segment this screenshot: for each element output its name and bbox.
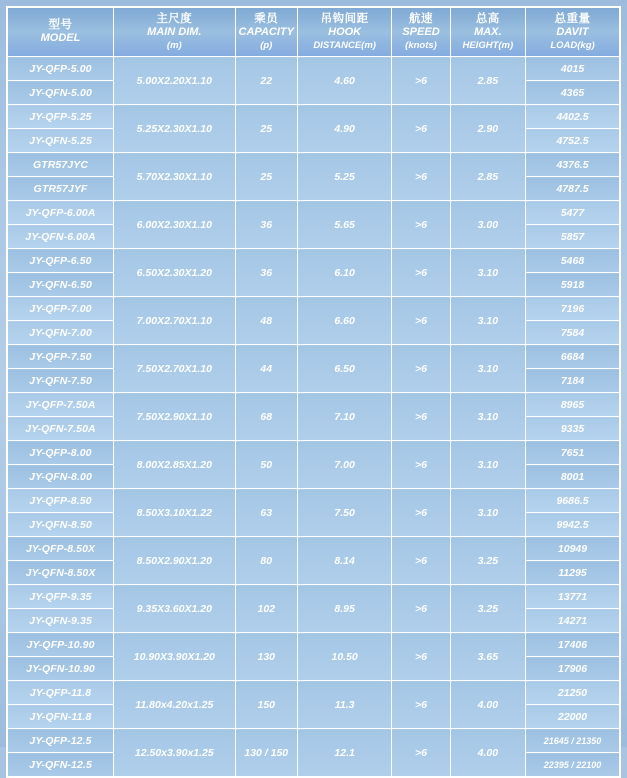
- cell-hook-distance: 7.00: [297, 441, 391, 489]
- cell-davit-load: 5918: [526, 273, 621, 297]
- cell-speed: >6: [392, 249, 450, 297]
- cell-max-height: 3.00: [450, 201, 525, 249]
- cell-max-height: 3.10: [450, 297, 525, 345]
- cell-hook-distance: 4.90: [297, 105, 391, 153]
- column-header-6: [526, 7, 621, 57]
- column-header-en: DAVIT: [556, 26, 589, 39]
- cell-speed: >6: [392, 441, 450, 489]
- cell-main-dim: 6.00X2.30X1.10: [114, 201, 236, 249]
- cell-model: JY-QFP-7.50A: [7, 393, 114, 417]
- cell-davit-load: 8965: [526, 393, 621, 417]
- column-header-cn: 总重量: [554, 13, 591, 25]
- cell-hook-distance: 10.50: [297, 633, 391, 681]
- column-header-cn: 乘员: [254, 13, 279, 25]
- cell-model: JY-QFP-7.50: [7, 345, 114, 369]
- table-row: [7, 489, 620, 513]
- column-header-unit: (m): [166, 40, 182, 52]
- cell-model: JY-QFN-11.8: [7, 705, 114, 729]
- cell-davit-load: 13771: [526, 585, 621, 609]
- cell-model: JY-QFN-7.50: [7, 369, 114, 393]
- cell-max-height: 2.90: [450, 105, 525, 153]
- cell-model: JY-QFP-6.00A: [7, 201, 114, 225]
- header-row: [7, 7, 620, 57]
- cell-speed: >6: [392, 633, 450, 681]
- cell-model: JY-QFP-6.50: [7, 249, 114, 273]
- column-header-4: [392, 7, 450, 57]
- cell-main-dim: 7.50X2.90X1.10: [114, 393, 236, 441]
- cell-capacity: 130 / 150: [235, 729, 297, 778]
- cell-capacity: 25: [235, 105, 297, 153]
- cell-speed: >6: [392, 681, 450, 729]
- column-header-unit: (knots): [405, 40, 437, 52]
- cell-davit-load: 7184: [526, 369, 621, 393]
- cell-max-height: 3.25: [450, 537, 525, 585]
- cell-model: JY-QFP-8.50: [7, 489, 114, 513]
- cell-speed: >6: [392, 729, 450, 778]
- column-header-cn: 总高: [475, 13, 500, 25]
- cell-model: JY-QFN-9.35: [7, 609, 114, 633]
- cell-model: JY-QFN-6.00A: [7, 225, 114, 249]
- column-header-1: [114, 7, 236, 57]
- cell-capacity: 44: [235, 345, 297, 393]
- cell-capacity: 63: [235, 489, 297, 537]
- cell-model: JY-QFN-10.90: [7, 657, 114, 681]
- table-row: [7, 297, 620, 321]
- cell-main-dim: 10.90X3.90X1.20: [114, 633, 236, 681]
- table-row: [7, 249, 620, 273]
- cell-max-height: 3.25: [450, 585, 525, 633]
- column-header-en: MAIN DIM.: [147, 26, 202, 39]
- cell-davit-load: 4015: [526, 57, 621, 81]
- table-body: [7, 57, 620, 778]
- table-row: [7, 201, 620, 225]
- cell-hook-distance: 11.3: [297, 681, 391, 729]
- table-row: [7, 585, 620, 609]
- cell-davit-load: 6684: [526, 345, 621, 369]
- column-header-en: HOOK: [328, 26, 362, 39]
- cell-main-dim: 5.00X2.20X1.10: [114, 57, 236, 105]
- cell-model: JY-QFN-6.50: [7, 273, 114, 297]
- cell-capacity: 50: [235, 441, 297, 489]
- cell-max-height: 4.00: [450, 729, 525, 778]
- cell-davit-load: 5857: [526, 225, 621, 249]
- cell-capacity: 22: [235, 57, 297, 105]
- cell-speed: >6: [392, 153, 450, 201]
- cell-davit-load: 7651: [526, 441, 621, 465]
- column-header-cn: 主尺度: [156, 13, 193, 25]
- cell-davit-load: 5468: [526, 249, 621, 273]
- cell-davit-load: 4376.5: [526, 153, 621, 177]
- cell-speed: >6: [392, 105, 450, 153]
- cell-davit-load: 9942.5: [526, 513, 621, 537]
- cell-hook-distance: 6.50: [297, 345, 391, 393]
- cell-model: JY-QFP-9.35: [7, 585, 114, 609]
- cell-model: JY-QFN-7.00: [7, 321, 114, 345]
- cell-speed: >6: [392, 345, 450, 393]
- cell-davit-load: 4365: [526, 81, 621, 105]
- cell-speed: >6: [392, 585, 450, 633]
- cell-hook-distance: 6.10: [297, 249, 391, 297]
- column-header-cn: 吊钩间距: [320, 13, 369, 25]
- cell-model: JY-QFP-5.00: [7, 57, 114, 81]
- cell-capacity: 102: [235, 585, 297, 633]
- cell-davit-load: 7196: [526, 297, 621, 321]
- cell-davit-load: 4752.5: [526, 129, 621, 153]
- cell-davit-load: 9686.5: [526, 489, 621, 513]
- column-header-cn: 型号: [48, 18, 73, 31]
- table-row: [7, 345, 620, 369]
- cell-hook-distance: 7.10: [297, 393, 391, 441]
- table-row: [7, 105, 620, 129]
- column-header-en: MAX.: [474, 26, 502, 39]
- cell-max-height: 3.10: [450, 345, 525, 393]
- table-row: [7, 681, 620, 705]
- cell-main-dim: 5.70X2.30X1.10: [114, 153, 236, 201]
- cell-main-dim: 8.50X2.90X1.20: [114, 537, 236, 585]
- cell-max-height: 3.10: [450, 489, 525, 537]
- cell-hook-distance: 8.14: [297, 537, 391, 585]
- cell-max-height: 2.85: [450, 153, 525, 201]
- column-header-en: MODEL: [40, 32, 81, 45]
- cell-model: JY-QFN-8.50: [7, 513, 114, 537]
- cell-model: JY-QFN-12.5: [7, 753, 114, 778]
- cell-model: JY-QFP-11.8: [7, 681, 114, 705]
- table-row: [7, 393, 620, 417]
- cell-davit-load: 7584: [526, 321, 621, 345]
- cell-speed: >6: [392, 57, 450, 105]
- column-header-3: [297, 7, 391, 57]
- cell-model: JY-QFN-5.00: [7, 81, 114, 105]
- cell-davit-load: 17906: [526, 657, 621, 681]
- cell-max-height: 3.10: [450, 393, 525, 441]
- cell-main-dim: 6.50X2.30X1.20: [114, 249, 236, 297]
- cell-model: JY-QFN-8.00: [7, 465, 114, 489]
- cell-hook-distance: 5.65: [297, 201, 391, 249]
- column-header-unit: (p): [260, 40, 273, 52]
- table-row: [7, 633, 620, 657]
- cell-model: JY-QFP-8.00: [7, 441, 114, 465]
- cell-speed: >6: [392, 393, 450, 441]
- cell-main-dim: 7.00X2.70X1.10: [114, 297, 236, 345]
- cell-speed: >6: [392, 537, 450, 585]
- cell-davit-load: 4402.5: [526, 105, 621, 129]
- cell-main-dim: 5.25X2.30X1.10: [114, 105, 236, 153]
- cell-hook-distance: 5.25: [297, 153, 391, 201]
- cell-max-height: 3.10: [450, 249, 525, 297]
- cell-davit-load: 17406: [526, 633, 621, 657]
- column-header-2: [235, 7, 297, 57]
- table-header: [7, 7, 620, 57]
- cell-davit-load: 11295: [526, 561, 621, 585]
- cell-model: JY-QFN-8.50X: [7, 561, 114, 585]
- cell-davit-load: 9335: [526, 417, 621, 441]
- cell-capacity: 36: [235, 201, 297, 249]
- cell-main-dim: 9.35X3.60X1.20: [114, 585, 236, 633]
- cell-model: JY-QFP-12.5: [7, 729, 114, 753]
- cell-hook-distance: 7.50: [297, 489, 391, 537]
- cell-max-height: 3.10: [450, 441, 525, 489]
- column-header-0: [7, 7, 114, 57]
- cell-model: JY-QFP-8.50X: [7, 537, 114, 561]
- cell-hook-distance: 6.60: [297, 297, 391, 345]
- cell-model: JY-QFP-5.25: [7, 105, 114, 129]
- cell-model: GTR57JYF: [7, 177, 114, 201]
- cell-davit-load: 8001: [526, 465, 621, 489]
- cell-capacity: 80: [235, 537, 297, 585]
- column-header-en: SPEED: [402, 26, 440, 39]
- table-row: [7, 537, 620, 561]
- cell-model: JY-QFN-5.25: [7, 129, 114, 153]
- column-header-cn: 航速: [409, 13, 433, 25]
- cell-model: GTR57JYC: [7, 153, 114, 177]
- cell-hook-distance: 4.60: [297, 57, 391, 105]
- cell-main-dim: 11.80x4.20x1.25: [114, 681, 236, 729]
- cell-davit-load: 21250: [526, 681, 621, 705]
- cell-speed: >6: [392, 297, 450, 345]
- column-header-unit: DISTANCE(m): [313, 40, 376, 52]
- cell-model: JY-QFN-7.50A: [7, 417, 114, 441]
- cell-capacity: 36: [235, 249, 297, 297]
- table-row: [7, 441, 620, 465]
- column-header-unit: HEIGHT(m): [462, 40, 514, 52]
- column-header-5: [450, 7, 525, 57]
- table-row: [7, 729, 620, 753]
- cell-davit-load: 21645 / 21350: [526, 729, 621, 753]
- cell-max-height: 3.65: [450, 633, 525, 681]
- cell-capacity: 48: [235, 297, 297, 345]
- cell-main-dim: 7.50X2.70X1.10: [114, 345, 236, 393]
- cell-davit-load: 22000: [526, 705, 621, 729]
- cell-max-height: 2.85: [450, 57, 525, 105]
- cell-main-dim: 8.00X2.85X1.20: [114, 441, 236, 489]
- cell-main-dim: 8.50X3.10X1.22: [114, 489, 236, 537]
- cell-capacity: 68: [235, 393, 297, 441]
- cell-capacity: 130: [235, 633, 297, 681]
- cell-hook-distance: 12.1: [297, 729, 391, 778]
- table-row: [7, 57, 620, 81]
- table-row: [7, 153, 620, 177]
- cell-davit-load: 5477: [526, 201, 621, 225]
- cell-speed: >6: [392, 489, 450, 537]
- cell-model: JY-QFP-7.00: [7, 297, 114, 321]
- cell-davit-load: 14271: [526, 609, 621, 633]
- cell-max-height: 4.00: [450, 681, 525, 729]
- cell-model: JY-QFP-10.90: [7, 633, 114, 657]
- column-header-en: CAPACITY: [238, 26, 294, 39]
- cell-main-dim: 12.50x3.90x1.25: [114, 729, 236, 778]
- cell-davit-load: 10949: [526, 537, 621, 561]
- column-header-unit: LOAD(kg): [550, 40, 595, 52]
- cell-davit-load: 22395 / 22100: [526, 753, 621, 778]
- cell-hook-distance: 8.95: [297, 585, 391, 633]
- specification-table: [6, 6, 621, 778]
- cell-davit-load: 4787.5: [526, 177, 621, 201]
- cell-capacity: 150: [235, 681, 297, 729]
- cell-capacity: 25: [235, 153, 297, 201]
- cell-speed: >6: [392, 201, 450, 249]
